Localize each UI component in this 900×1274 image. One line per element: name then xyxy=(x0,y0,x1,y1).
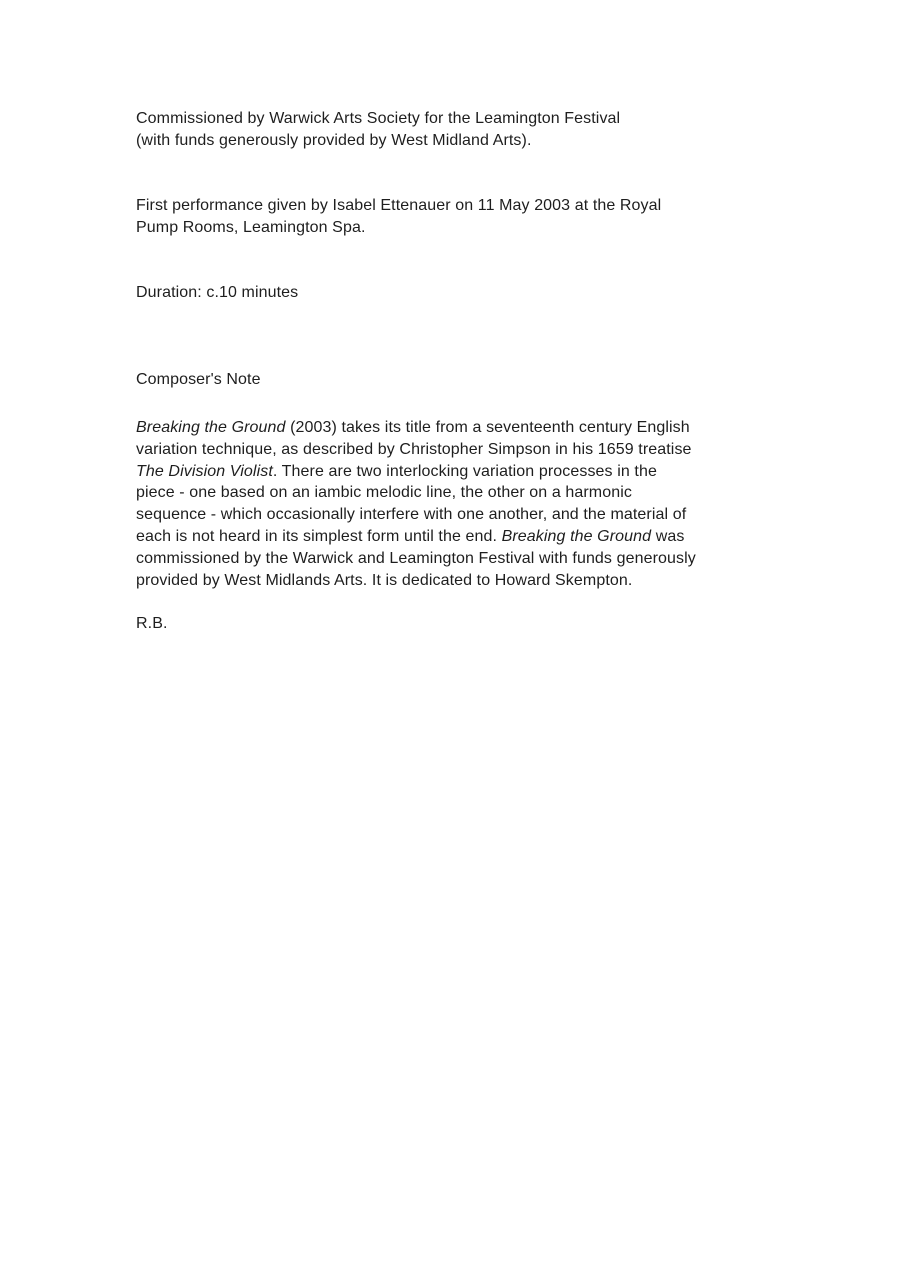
composers-note-heading: Composer's Note xyxy=(136,371,261,388)
work-title-italic: Breaking the Ground xyxy=(136,419,286,436)
commission-note: Commissioned by Warwick Arts Society for the Leamington Festival (with funds generously provided by West Midland Arts). xyxy=(136,110,621,149)
body-text-run: sequence - which occasionally interfere with one another, and the material of xyxy=(136,506,687,524)
body-text-run: piece - one based on an iambic melodic line, the other on a harmonic xyxy=(136,484,632,502)
body-text-run: (2003) takes its title from a seventeenth century English xyxy=(285,419,690,436)
work-title-italic: Breaking the Ground xyxy=(501,527,652,545)
first-performance-note: First performance given by Isabel Ettenauer on 11 May 2003 at the Royal Pump Rooms, Leamington Spa. xyxy=(136,197,662,236)
work-title-italic: The Division Violist xyxy=(136,462,273,480)
body-text-run: . There are two interlocking variation processes in the xyxy=(272,462,657,480)
composers-note-body xyxy=(136,417,800,591)
body-text-run: was xyxy=(651,527,685,545)
body-text-run: variation technique, as described by Christopher Simpson in his 1659 treatise xyxy=(136,440,692,458)
body-text-run: provided by West Midlands Arts. It is dedicated to Howard Skempton. xyxy=(136,571,633,589)
body-text-run: commissioned by the Warwick and Leamington Festival with funds generously xyxy=(136,549,696,567)
duration-note: Duration: c.10 minutes xyxy=(136,284,299,301)
body-text-run: each is not heard in its simplest form until the end. xyxy=(136,527,502,545)
composer-initials: R.B. xyxy=(136,615,168,632)
